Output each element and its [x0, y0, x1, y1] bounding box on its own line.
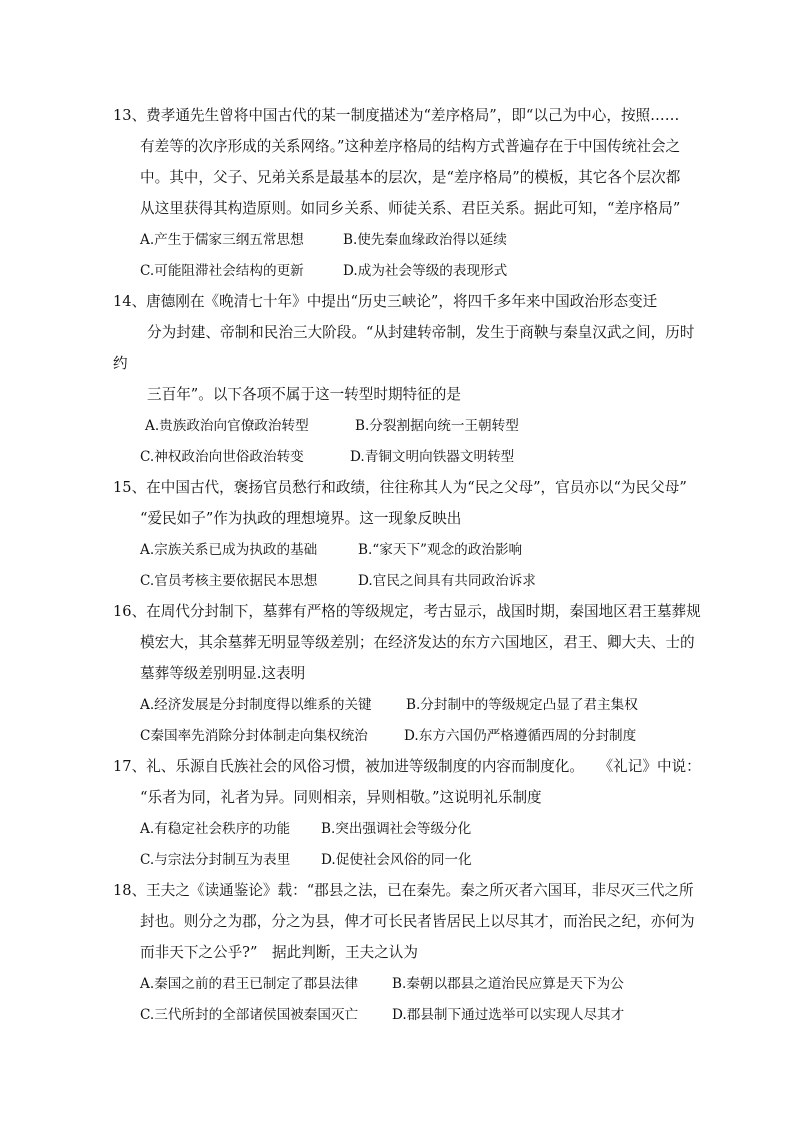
q13-option-c: C.可能阻滞社会结构的更新 — [140, 263, 304, 279]
q18-option-b: B.秦朝以郡县之道治民应算是天下为公 — [392, 976, 624, 992]
q15-option-b: B.“家天下”观念的政治影响 — [358, 542, 523, 558]
q13-line-4: 从这里获得其构造原则。如同乡关系、师徒关系、君臣关系。据此可知，“差序格局” — [140, 200, 681, 217]
q18-option-d: D.郡县制下通过选举可以实现人尽其才 — [392, 1007, 625, 1023]
q14-line-2: 分为封建、帝制和民治三大阶段。“从封建转帝制，发生于商鞅与秦皇汉武之间，历时 — [147, 324, 695, 341]
q15-option-a: A.宗族关系已成为执政的基础 — [140, 542, 318, 558]
q13-option-b: B.使先秦血缘政治得以延续 — [343, 232, 507, 248]
q16-option-c: C秦国率先消除分封体制走向集权统治 — [140, 728, 368, 744]
q18-option-a: A.秦国之前的君王已制定了郡县法律 — [140, 976, 359, 992]
q18-line-2: 封也。则分之为郡，分之为县，俾才可长民者皆居民上以尽其才，而治民之纪，亦何为 — [140, 913, 695, 930]
q14-line-3: 约 — [113, 355, 128, 372]
q17-option-c: C.与宗法分封制互为表里 — [140, 852, 291, 868]
q18-option-c: C.三代所封的全部诸侯国被秦国灭亡 — [140, 1007, 359, 1023]
q14-option-c: C.神权政治向世俗政治转变 — [140, 449, 304, 465]
q13-line-3: 中。其中，父子、兄弟关系是最基本的层次，是“差序格局”的模板，其它各个层次都 — [140, 169, 681, 186]
q17-line-2: “乐者为同，礼者为异。同则相亲，异则相敬。”这说明礼乐制度 — [140, 789, 542, 806]
q15-option-d: D.官民之间具有共同政治诉求 — [358, 573, 536, 589]
q18-line-1: 18、王夫之《读通鉴论》载：“郡县之法，已在秦先。秦之所灭者六国耳，非尽灭三代之所 — [113, 882, 694, 899]
q16-option-d: D.东方六国仍严格遵循西周的分封制度 — [404, 728, 637, 744]
q17-option-d: D.促使社会风俗的同一化 — [321, 852, 472, 868]
q17-line-1: 17、礼、乐源自氏族社会的风俗习惯，被加进等级制度的内容而制度化。 《礼记》中说： — [113, 758, 701, 775]
q15-line-2: “爱民如子”作为执政的理想境界。这一现象反映出 — [140, 510, 462, 527]
q14-option-a: A.贵族政治向官僚政治转型 — [145, 418, 309, 434]
q13-option-a: A.产生于儒家三纲五常思想 — [140, 232, 304, 248]
q13-line-1: 13、费孝通先生曾将中国古代的某一制度描述为“差序格局”，即“以己为中心，按照…… — [113, 107, 680, 124]
q13-option-d: D.成为社会等级的表现形式 — [343, 263, 508, 279]
q18-line-3: 而非天下之公乎?” 据此判断，王夫之认为 — [140, 944, 418, 961]
q17-option-a: A.有稳定社会秩序的功能 — [140, 821, 291, 837]
q15-line-1: 15、在中国古代，褒扬官员愁行和政绩，往往称其人为“民之父母”，官员亦以“为民父母” — [113, 479, 687, 496]
q14-option-b: B.分裂割据向统一王朝转型 — [355, 418, 519, 434]
q16-line-2: 模宏大，其余墓葬无明显等级差别；在经济发达的东方六国地区，君王、卿大夫、士的 — [140, 634, 695, 651]
q16-option-b: B.分封制中的等级规定凸显了君主集权 — [406, 697, 638, 713]
q16-line-3: 墓葬等级差别明显.这表明 — [140, 665, 306, 682]
q13-line-2: 有差等的次序形成的关系网络。”这种差序格局的结构方式普遍存在于中国传统社会之 — [140, 138, 681, 155]
q14-line-4: 三百年”。以下各项不属于这一转型时期特征的是 — [147, 386, 461, 403]
q14-option-d: D.青铜文明向铁器文明转型 — [350, 449, 515, 465]
q15-option-c: C.官员考核主要依据民本思想 — [140, 573, 318, 589]
q16-line-1: 16、在周代分封制下，墓葬有严格的等级规定，考古显示，战国时期，秦国地区君王墓葬规 — [113, 603, 701, 620]
q17-option-b: B.突出强调社会等级分化 — [321, 821, 472, 837]
q16-option-a: A.经济发展是分封制度得以维系的关键 — [140, 697, 372, 713]
q14-line-1: 14、唐德刚在《晚清七十年》中提出“历史三峡论”，将四千多年来中国政治形态变迁 — [113, 293, 658, 310]
